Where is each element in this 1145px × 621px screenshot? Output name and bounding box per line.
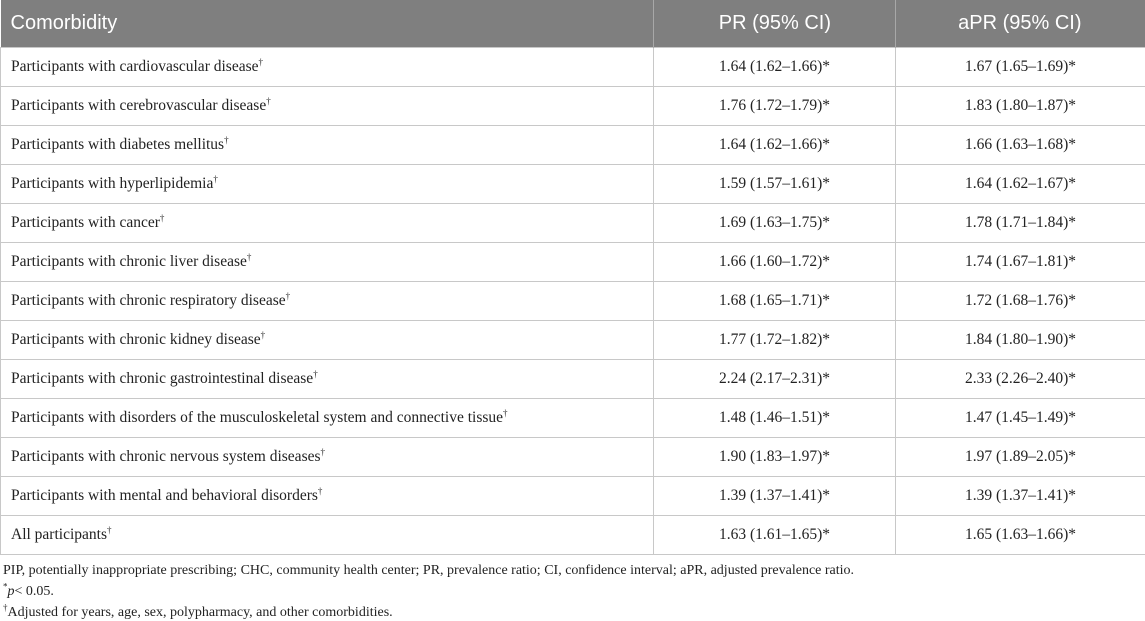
comorbidity-label: All participants [11,526,107,543]
pr-cell: 1.63 (1.61–1.65)* [654,516,896,555]
apr-cell: 1.65 (1.63–1.66)* [896,516,1145,555]
comorbidity-cell [1,48,654,87]
comorbidity-label: Participants with disorders of the musculoskeletal system and connective tissue [11,409,503,426]
apr-cell: 1.78 (1.71–1.84)* [896,204,1145,243]
comorbidity-label: Participants with chronic gastrointestinal disease [11,370,313,387]
pr-cell: 1.90 (1.83–1.97)* [654,438,896,477]
footnote-sig-var: p [8,584,15,599]
comorbidity-label: Participants with cardiovascular disease [11,58,259,75]
comorbidity-cell [1,516,654,555]
apr-cell: 1.64 (1.62–1.67)* [896,165,1145,204]
table-row [1,282,1145,321]
comorbidity-label: Participants with chronic nervous system diseases [11,448,321,465]
footnote-adjustment [3,605,1145,621]
comorbidity-cell [1,438,654,477]
apr-cell: 1.83 (1.80–1.87)* [896,87,1145,126]
apr-cell: 1.84 (1.80–1.90)* [896,321,1145,360]
table-header [1,0,1145,48]
pr-cell: 1.39 (1.37–1.41)* [654,477,896,516]
dagger-mark: † [286,291,291,301]
apr-cell: 1.72 (1.68–1.76)* [896,282,1145,321]
table-row [1,399,1145,438]
comorbidity-label: Participants with mental and behavioral disorders [11,487,318,504]
header-apr: aPR (95% CI) [896,0,1145,48]
comorbidity-label: Participants with cerebrovascular disease [11,97,266,114]
comorbidity-cell [1,282,654,321]
dagger-mark: † [261,330,266,340]
dagger-mark: † [503,408,508,418]
dagger-mark: † [266,96,271,106]
pr-cell: 1.48 (1.46–1.51)* [654,399,896,438]
apr-cell: 2.33 (2.26–2.40)* [896,360,1145,399]
table-row [1,243,1145,282]
table-row [1,87,1145,126]
comorbidity-cell [1,87,654,126]
footnote-significance [3,584,1145,600]
apr-cell: 1.66 (1.63–1.68)* [896,126,1145,165]
table-row [1,204,1145,243]
pr-cell: 1.59 (1.57–1.61)* [654,165,896,204]
header-comorbidity: Comorbidity [1,0,654,48]
dagger-mark: † [318,486,323,496]
table-row [1,126,1145,165]
table-row [1,438,1145,477]
comorbidity-label: Participants with cancer [11,214,160,231]
comorbidity-cell [1,204,654,243]
footnote-adj-text: Adjusted for years, age, sex, polypharmacy, and other comorbidities. [8,605,393,620]
comorbidity-cell [1,243,654,282]
dagger-mark: † [213,174,218,184]
pr-cell: 1.66 (1.60–1.72)* [654,243,896,282]
comorbidity-cell [1,321,654,360]
table-row [1,360,1145,399]
table-row [1,48,1145,87]
comorbidity-label: Participants with chronic liver disease [11,253,247,270]
comorbidity-label: Participants with chronic respiratory disease [11,292,286,309]
pr-cell: 1.64 (1.62–1.66)* [654,126,896,165]
pr-cell: 1.77 (1.72–1.82)* [654,321,896,360]
footnote-abbreviations: PIP, potentially inappropriate prescribing; CHC, community health center; PR, prevalence ratio; CI, confidence interval; aPR, adjusted prevalence ratio. [3,563,1145,579]
footnote-adj-mark: † [3,602,8,612]
table-row [1,477,1145,516]
apr-cell: 1.74 (1.67–1.81)* [896,243,1145,282]
dagger-mark: † [247,252,252,262]
apr-cell: 1.47 (1.45–1.49)* [896,399,1145,438]
header-pr: PR (95% CI) [654,0,896,48]
pr-cell: 1.64 (1.62–1.66)* [654,48,896,87]
dagger-mark: † [313,369,318,379]
dagger-mark: † [321,447,326,457]
table-footnotes [0,563,1145,621]
apr-cell: 1.39 (1.37–1.41)* [896,477,1145,516]
footnote-sig-mark: * [3,581,8,591]
apr-cell: 1.97 (1.89–2.05)* [896,438,1145,477]
dagger-mark: † [259,57,264,67]
footnote-sig-text: < 0.05. [15,584,54,599]
comorbidity-label: Participants with hyperlipidemia [11,175,213,192]
comorbidity-cell [1,477,654,516]
table-row [1,516,1145,555]
pr-cell: 1.76 (1.72–1.79)* [654,87,896,126]
table-row [1,321,1145,360]
pr-cell: 2.24 (2.17–2.31)* [654,360,896,399]
comorbidity-label: Participants with chronic kidney disease [11,331,261,348]
comorbidity-cell [1,165,654,204]
table-body [1,48,1145,555]
table-row [1,165,1145,204]
comorbidity-cell [1,360,654,399]
pr-cell: 1.68 (1.65–1.71)* [654,282,896,321]
comorbidity-cell [1,399,654,438]
comorbidity-cell [1,126,654,165]
apr-cell: 1.67 (1.65–1.69)* [896,48,1145,87]
dagger-mark: † [107,525,112,535]
dagger-mark: † [160,213,165,223]
dagger-mark: † [224,135,229,145]
pr-cell: 1.69 (1.63–1.75)* [654,204,896,243]
comorbidity-label: Participants with diabetes mellitus [11,136,224,153]
